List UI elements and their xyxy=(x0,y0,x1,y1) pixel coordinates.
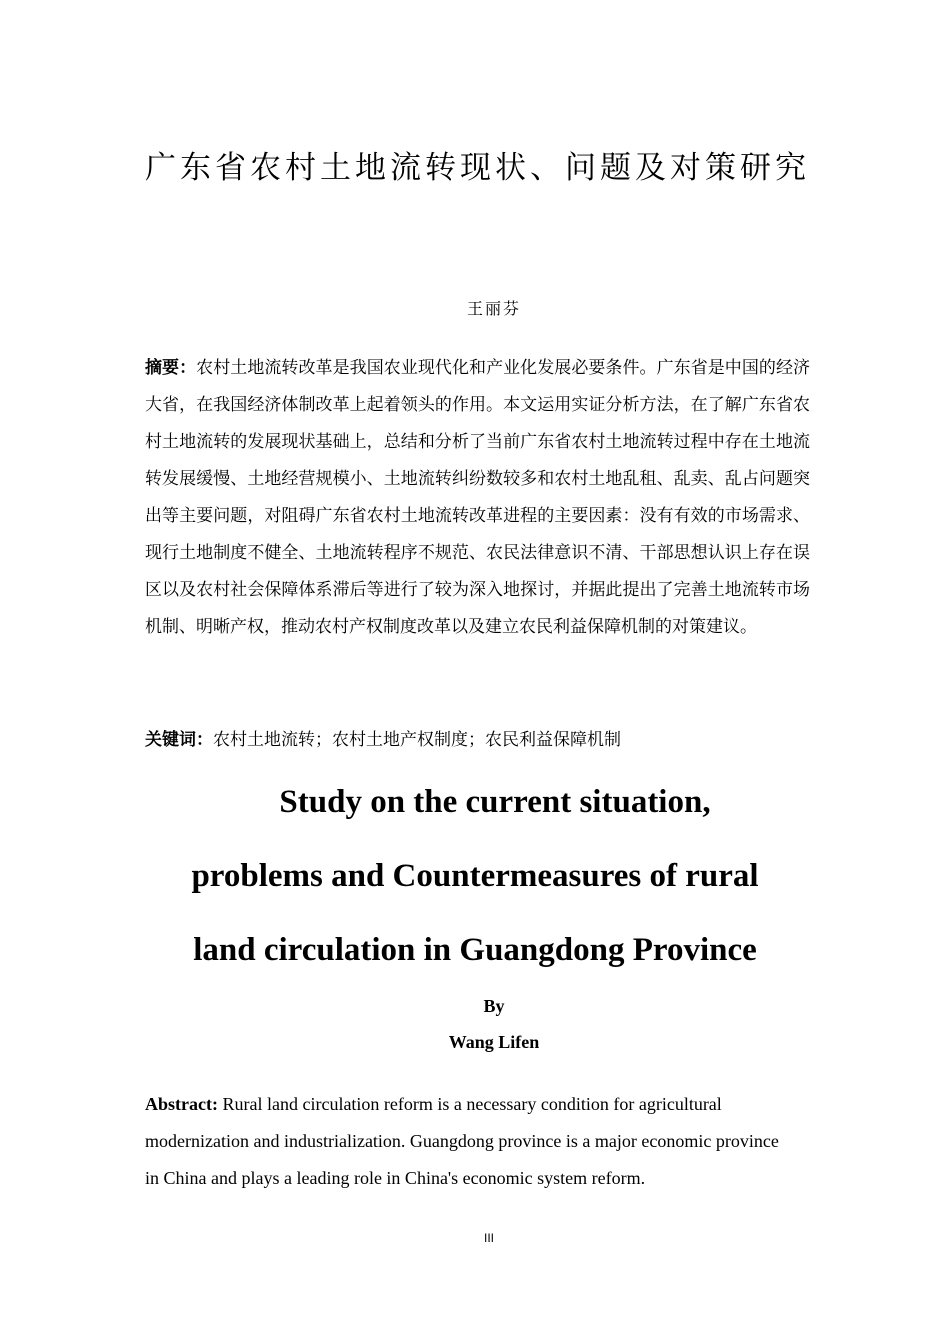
chinese-keywords-label: 关键词： xyxy=(145,730,213,750)
chinese-abstract-label: 摘要： xyxy=(145,358,197,378)
english-by-line: By xyxy=(483,996,505,1016)
english-title-line-3: land circulation in Guangdong Province xyxy=(193,932,757,968)
english-abstract xyxy=(145,1086,785,1197)
chinese-keywords xyxy=(145,722,810,759)
english-abstract-label: Abstract xyxy=(145,1094,212,1114)
chinese-author: 王丽芬 xyxy=(466,299,521,318)
chinese-keywords-text: 农村土地流转；农村土地产权制度；农民利益保障机制 xyxy=(213,730,621,750)
english-abstract-text: Rural land circulation reform is a necessary condition for agricultural modernization and industrialization. Guangdong province is a major economic province in China and plays a leading role in China's economic system reform. xyxy=(145,1094,779,1188)
english-title xyxy=(140,765,810,987)
english-title-line-2: problems and Countermeasures of rural xyxy=(191,858,759,894)
chinese-title: 广东省农村土地流转现状、问题及对策研究 xyxy=(145,150,810,186)
english-abstract-colon: : xyxy=(211,1094,218,1114)
english-author: Wang Lifen xyxy=(448,1032,540,1052)
page-number: III xyxy=(483,1231,494,1245)
chinese-abstract-text: 农村土地流转改革是我国农业现代化和产业化发展必要条件。广东省是中国的经济大省，在我国经济体制改革上起着领头的作用。本文运用实证分析方法，在了解广东省农村土地流转的发展现状基础上，总结和分析了当前广东省农村土地流转过程中存在土地流转发展缓慢、土地经营规模小、土地流转纠纷数较多和农村土地乱租、乱卖、乱占问题突出等主要问题，对阻碍广东省农村土地流转改革进程的主要因素：没有有效的市场需求、现行土地制度不健全、土地流转程序不规范、农民法律意识不清、干部思想认识上存在误区以及农村社会保障体系滞后等进行了较为深入地探讨，并据此提出了完善土地流转市场机制、明晰产权，推动农村产权制度改革以及建立农民利益保障机制的对策建议。 xyxy=(145,358,811,637)
english-title-line-1: Study on the current situation, xyxy=(279,784,711,820)
chinese-abstract xyxy=(145,350,810,646)
